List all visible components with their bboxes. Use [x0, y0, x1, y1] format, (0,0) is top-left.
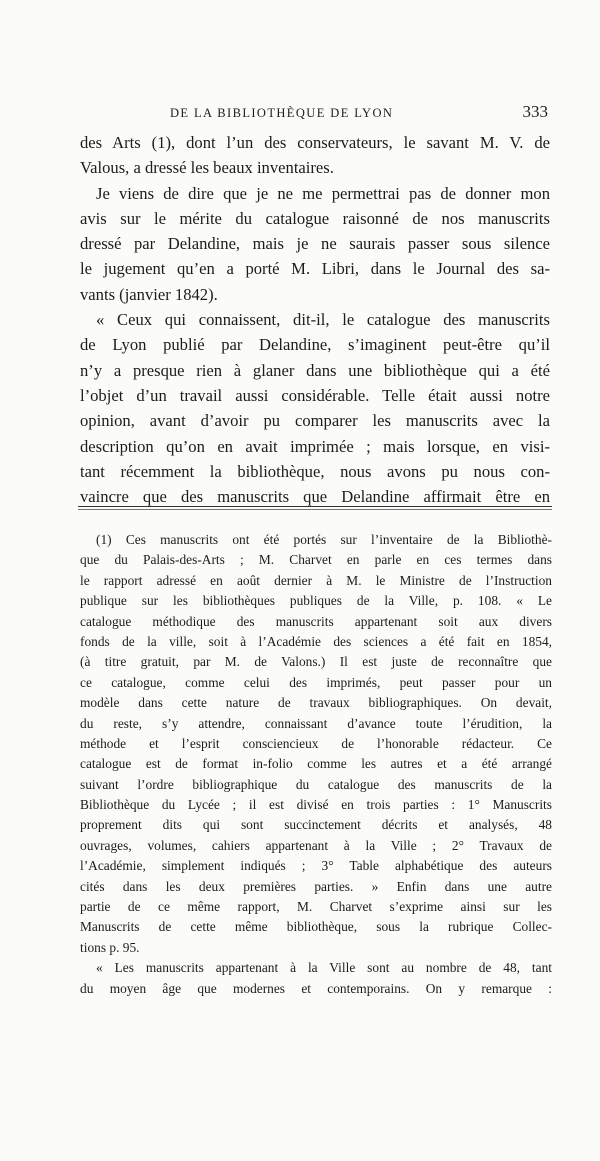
- text-line: tant récemment la bibliothèque, nous avons pu nous con-: [80, 461, 550, 481]
- footnote-line: modèle dans cette nature de travaux bibliographiques. On devait,: [80, 695, 552, 711]
- page-header: [80, 100, 548, 130]
- footnote-separator: [78, 506, 552, 507]
- footnote-line: proprement dits qui sont succinctement décrits et analysés, 48: [80, 817, 552, 833]
- text-line: de Lyon publié par Delandine, s’imaginent peut-être qu’il: [80, 335, 550, 355]
- footnote-line: catalogue est de format in-folio comme les autres et a été arrangé: [80, 756, 552, 772]
- text-line: des Arts (1), dont l’un des conservateurs, le savant M. V. de: [80, 133, 550, 152]
- main-text: [80, 130, 550, 509]
- footnote-line: cités dans les deux premières parties. » Enfin dans une autre: [80, 878, 552, 894]
- text-line: description qu’on en avait imprimée ; mais lorsque, en visi-: [80, 436, 550, 456]
- footnote-line: partie de ce même rapport, M. Charvet s’exprime ainsi sur les: [80, 899, 552, 915]
- footnote-line: le rapport adressé en août dernier à M. le Ministre de l’Instruction: [80, 572, 552, 588]
- text-line: Valous, a dressé les beaux inventaires.: [80, 158, 334, 178]
- text-line: vaincre que des manuscrits que Delandine affirmait être en: [80, 487, 550, 507]
- footnote-line: publique sur les bibliothèques publiques de la Ville, p. 108. « Le: [80, 593, 552, 609]
- footnote-line: du moyen âge que modernes et contemporains. On y remarque :: [80, 980, 552, 996]
- text-line: Je viens de dire que je ne me permettrai pas de donner mon: [96, 183, 550, 203]
- text-line: n’y a presque rien à glaner dans une bibliothèque qui a été: [80, 360, 550, 380]
- footnote-line: ouvrages, volumes, cahiers appartenant à la Ville ; 2° Travaux de: [80, 837, 552, 853]
- footnote-line: Manuscrits de cette même bibliothèque, sous la rubrique Collec-: [80, 919, 552, 935]
- footnote-line: (à titre gratuit, par M. de Valons.) Il est juste de reconnaître que: [80, 654, 552, 670]
- text-line: « Ceux qui connaissent, dit-il, le catalogue des manuscrits: [96, 310, 550, 330]
- text-line: avis sur le mérite du catalogue raisonné de nos manuscrits: [80, 208, 550, 228]
- text-line: dressé par Delandine, mais je ne saurais passer sous silence: [80, 234, 550, 254]
- footnote-line: l’Académie, simplement indiqués ; 3° Table alphabétique des auteurs: [80, 858, 552, 874]
- footnote-separator-thin: [78, 509, 552, 510]
- footnote-line: que du Palais-des-Arts ; M. Charvet en parle en ces termes dans: [80, 552, 552, 568]
- footnote-line: (1) Ces manuscrits ont été portés sur l’inventaire de la Bibliothè-: [96, 532, 552, 547]
- text-line: vants (janvier 1842).: [80, 284, 218, 304]
- running-title: DE LA BIBLIOTHÈQUE DE LYON: [170, 106, 394, 120]
- text-line: opinion, avant d’avoir pu comparer les manuscrits avec la: [80, 411, 550, 431]
- footnote-line: Bibliothèque du Lycée ; il est divisé en trois parties : 1° Manuscrits: [80, 797, 552, 813]
- footnote-line: suivant l’ordre bibliographique du catalogue des manuscrits de la: [80, 776, 552, 792]
- text-line: le jugement qu’en a porté M. Libri, dans le Journal des sa-: [80, 259, 550, 279]
- footnote: [80, 530, 552, 999]
- text-line: l’objet d’un travail aussi considérable. Telle était aussi notre: [80, 385, 550, 405]
- page-number: 333: [522, 102, 548, 121]
- footnote-line: tions p. 95.: [80, 939, 140, 955]
- footnote-line: catalogue méthodique des manuscrits appartenant soit aux divers: [80, 613, 552, 629]
- footnote-line: fonds de la ville, soit à l’Académie des sciences a été fait en 1854,: [80, 633, 552, 649]
- footnote-line: « Les manuscrits appartenant à la Ville sont au nombre de 48, tant: [96, 960, 552, 976]
- footnote-line: méthode et l’esprit consciencieux de l’honorable rédacteur. Ce: [80, 735, 552, 751]
- footnote-line: ce catalogue, comme celui des imprimés, peut passer pour un: [80, 674, 552, 690]
- footnote-line: du reste, s’y attendre, connaissant d’avance toute l’érudition, la: [80, 715, 552, 731]
